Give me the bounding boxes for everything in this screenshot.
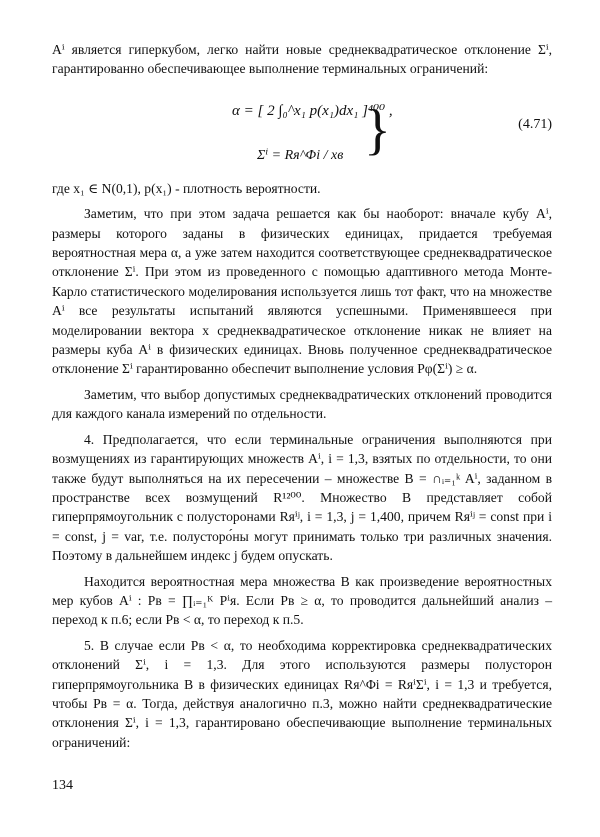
page-number: 134 xyxy=(52,778,73,793)
paragraph-step-4: 4. Предполагается, что если терминальные ограничения выполняются при возмущениях из гарантирующих множеств Aⁱ, i = 1,3, взятых по отдельности, то они также будут выполняться на их пересечении – множестве B = ∩ᵢ₌₁ᵏ Aⁱ, заданном в пространстве всех возмущений R¹²⁰⁰. Множество B представляет собой гиперпрямоугольник с полусторонами Rяⁱʲ, i = 1,3, j = 1,400, причем Rяⁱʲ = const при i = const, j = var, т.е. полусторо́ны могут принимать только три различных значения. Поэтому в дальнейшем индекс j будем опускать. xyxy=(52,431,552,564)
formula-sigma-line: Σⁱ = Rя^Φi / xв xyxy=(257,147,344,163)
page-body xyxy=(52,40,552,752)
paragraph-note-inverse: Заметим, что при этом задача решается как бы наоборот: вначале кубу Aⁱ, размеры которого заданы в физических единицах, придается требуемая вероятностная мера α, а уже затем находится соответствующее среднеквадратическое отклонение Σⁱ. При этом из проведенного с помощью адаптивного метода Монте-Карло статистического моделирования используется лишь тот факт, что на множестве Aⁱ все результаты испытаний являются успешными. Применявшееся при моделировании вектора x среднеквадратическое отклонение никак не влияет на размеры куба Aⁱ в физических единицах. Вновь полученное среднеквадратическое отклонение Σⁱ гарантированно обеспечит выполнение условия Pφ(Σⁱ) ≥ α. xyxy=(52,206,552,377)
formula-4-71 xyxy=(52,87,552,175)
paragraph-intro: Aⁱ является гиперкубом, легко найти новые среднеквадратическое отклонение Σⁱ, гарантированно обеспечивающее выполнение терминальных ограничений: xyxy=(52,42,552,77)
paragraph-measure: Находится вероятностная мера множества B как произведение вероятностных мер кубов Aⁱ : Pв = ∏ᵢ₌₁ᴷ Pⁱя. Если Pв ≥ α, то проводится дальнейший анализ – переход к п.6; если Pв < α, то переход к п.5. xyxy=(52,573,552,628)
formula-alpha-line: α = [ 2 ∫₀^x₁ p(x₁)dx₁ ]⁴⁰⁰ , xyxy=(232,102,393,119)
paragraph-where: где x₁ ∈ N(0,1), p(x₁) - плотность вероятности. xyxy=(52,180,321,196)
paragraph-note-channels: Заметим, что выбор допустимых среднеквадратических отклонений проводится для каждого канала измерений по отдельности. xyxy=(52,386,552,422)
formula-number: (4.71) xyxy=(518,116,552,132)
formula-brace: } xyxy=(364,98,391,161)
paragraph-step-5: 5. В случае если Pв < α, то необходима корректировка среднеквадратических отклонений Σⁱ, i = 1,3. Для этого используются размеры полусторон гиперпрямоугольника B в физических единицах Rя^Φi = RяⁱΣⁱ, i = 1,3 и требуется, чтобы Pв = α. Тогда, действуя аналогично п.3, можно найти среднеквадратические отклонения Σⁱ, i = 1,3, гарантировано обеспечивающие выполнение терминальных ограничений: xyxy=(52,637,552,750)
